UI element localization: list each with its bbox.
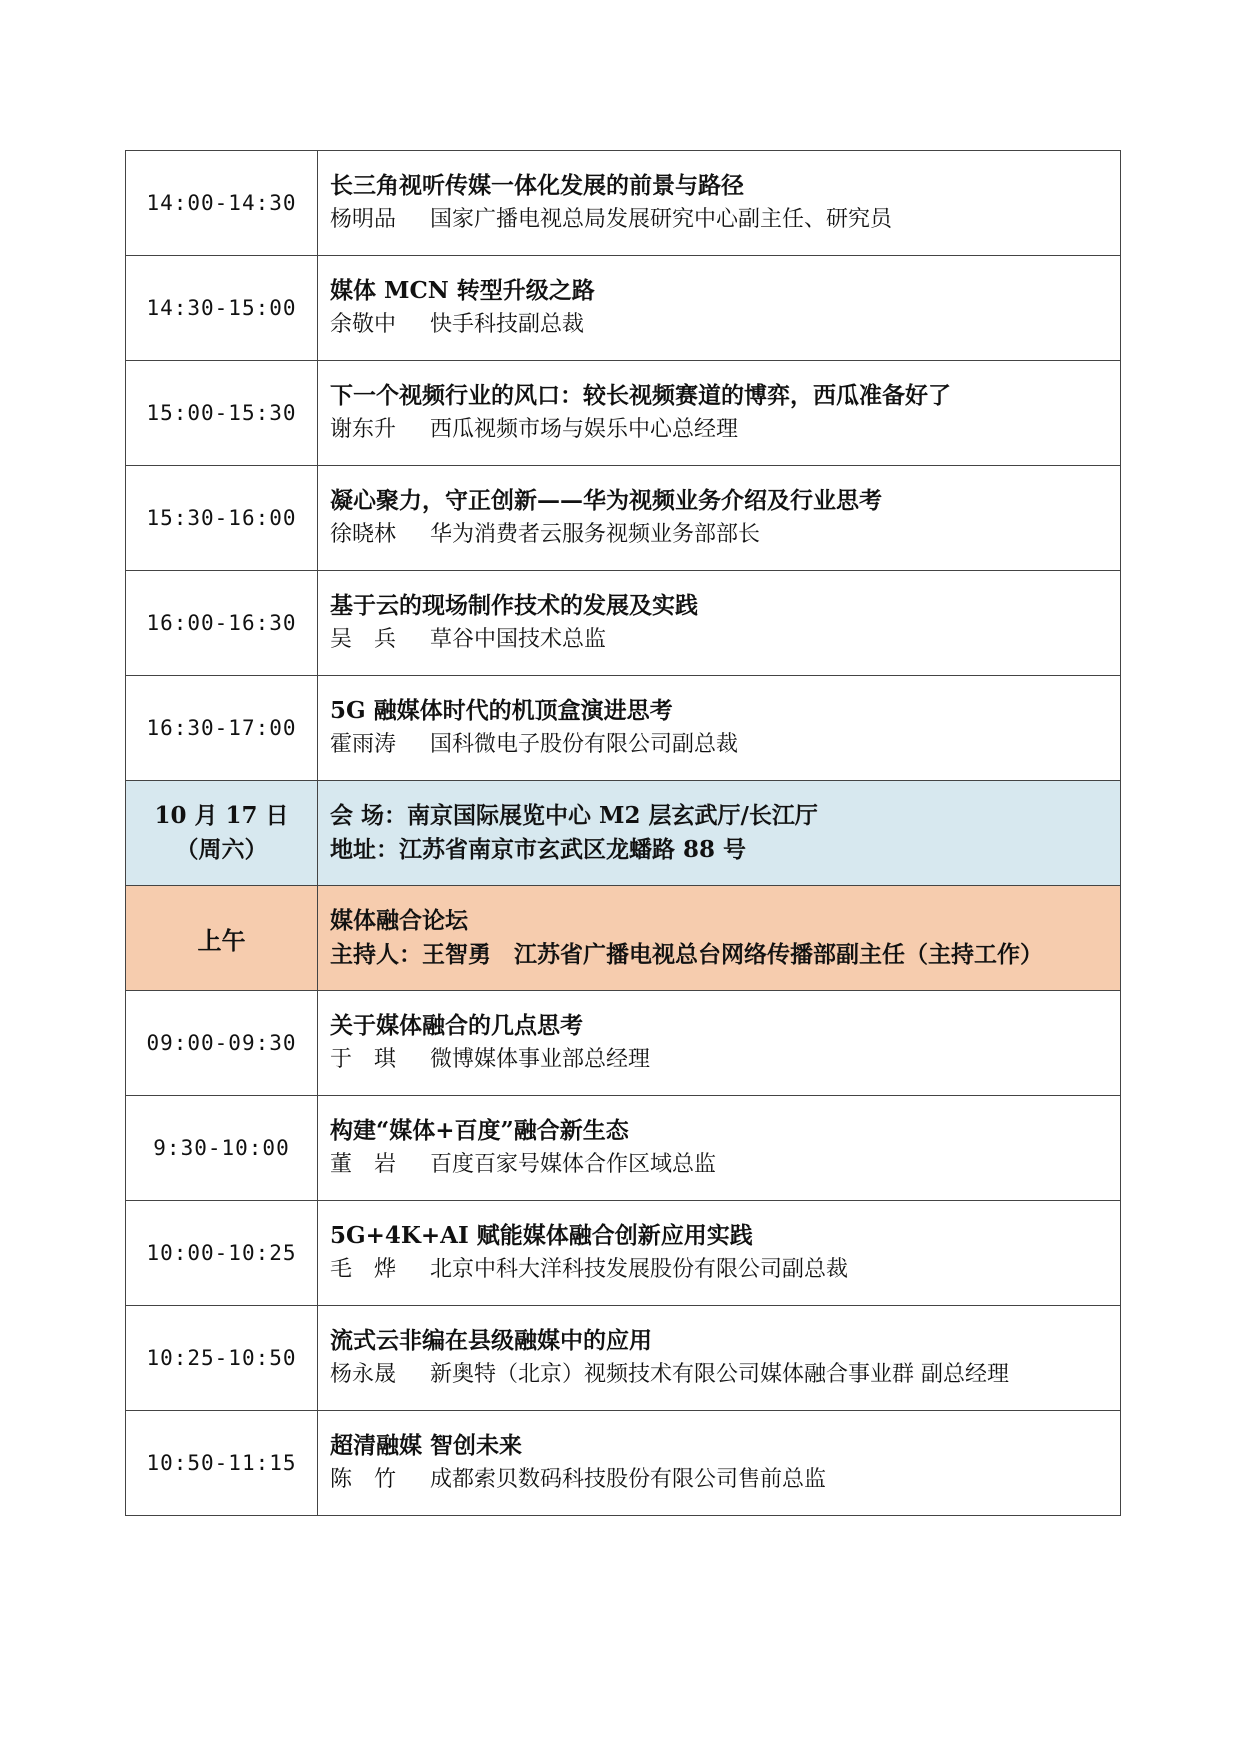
talk-cell [318, 1201, 1121, 1306]
talk-cell [318, 151, 1121, 256]
time-slot: 10:00-10:25 [126, 1201, 318, 1306]
venue-label: 会 场：南京国际展览中心 M2 层玄武厅/长江厅 [330, 802, 818, 829]
talk-title: 基于云的现场制作技术的发展及实践 [330, 592, 698, 619]
speaker-role: 国家广播电视总局发展研究中心副主任、研究员 [430, 207, 893, 232]
time-slot: 10:50-11:15 [126, 1411, 318, 1516]
agenda-table [125, 150, 1121, 1516]
speaker-name: 吴 兵 [330, 627, 397, 652]
agenda-row [126, 676, 1121, 781]
date-cell [126, 781, 318, 886]
speaker-line [330, 1253, 1120, 1287]
talk-title: 媒体 MCN 转型升级之路 [330, 277, 595, 304]
speaker-line [330, 1358, 1120, 1392]
speaker-role: 华为消费者云服务视频业务部部长 [430, 522, 761, 547]
time-slot: 09:00-09:30 [126, 991, 318, 1096]
venue-cell [318, 781, 1121, 886]
speaker-role: 国科微电子股份有限公司副总裁 [430, 732, 739, 757]
speaker-role: 西瓜视频市场与娱乐中心总经理 [430, 417, 739, 442]
talk-title: 5G+4K+AI 赋能媒体融合创新应用实践 [330, 1222, 753, 1249]
talk-title: 5G 融媒体时代的机顶盒演进思考 [330, 697, 673, 724]
speaker-line [330, 203, 1120, 237]
speaker-role: 北京中科大洋科技发展股份有限公司副总裁 [430, 1257, 849, 1282]
speaker-name: 毛 烨 [330, 1257, 397, 1282]
time-slot: 15:30-16:00 [126, 466, 318, 571]
talk-title: 流式云非编在县级融媒中的应用 [330, 1327, 652, 1354]
speaker-role: 微博媒体事业部总经理 [430, 1047, 651, 1072]
speaker-name: 于 琪 [330, 1047, 397, 1072]
talk-cell [318, 1096, 1121, 1201]
talk-cell [318, 256, 1121, 361]
date-label: 10 月 17 日 [154, 802, 289, 829]
speaker-line [330, 728, 1120, 762]
talk-cell [318, 361, 1121, 466]
speaker-line [330, 518, 1120, 552]
speaker-line [330, 1148, 1120, 1182]
time-slot: 10:25-10:50 [126, 1306, 318, 1411]
session-cell [318, 886, 1121, 991]
talk-cell [318, 1411, 1121, 1516]
speaker-role: 新奥特（北京）视频技术有限公司媒体融合事业群 副总经理 [430, 1362, 1009, 1387]
time-slot: 14:30-15:00 [126, 256, 318, 361]
speaker-name: 霍雨涛 [330, 732, 397, 757]
speaker-name: 余敬中 [330, 312, 397, 337]
speaker-line [330, 413, 1120, 447]
session-title: 媒体融合论坛 [330, 907, 468, 934]
time-slot: 15:00-15:30 [126, 361, 318, 466]
talk-title: 长三角视听传媒一体化发展的前景与路径 [330, 172, 744, 199]
day-header-row [126, 781, 1121, 886]
address-label: 地址：江苏省南京市玄武区龙蟠路 88 号 [330, 836, 747, 863]
time-slot: 14:00-14:30 [126, 151, 318, 256]
session-period: 上午 [126, 886, 318, 991]
speaker-line [330, 1463, 1120, 1497]
agenda-row [126, 466, 1121, 571]
agenda-row [126, 991, 1121, 1096]
agenda-row [126, 1201, 1121, 1306]
time-slot: 9:30-10:00 [126, 1096, 318, 1201]
talk-cell [318, 676, 1121, 781]
session-header-row [126, 886, 1121, 991]
talk-cell [318, 1306, 1121, 1411]
speaker-line [330, 623, 1120, 657]
speaker-name: 谢东升 [330, 417, 397, 442]
talk-title: 下一个视频行业的风口：较长视频赛道的博弈，西瓜准备好了 [330, 382, 951, 409]
talk-cell [318, 466, 1121, 571]
talk-title: 超清融媒 智创未来 [330, 1432, 523, 1459]
speaker-name: 徐晓林 [330, 522, 397, 547]
speaker-name: 杨永晟 [330, 1362, 397, 1387]
agenda-row [126, 1411, 1121, 1516]
speaker-role: 快手科技副总裁 [430, 312, 585, 337]
speaker-name: 董 岩 [330, 1152, 397, 1177]
agenda-row [126, 1096, 1121, 1201]
agenda-row [126, 151, 1121, 256]
agenda-row [126, 1306, 1121, 1411]
speaker-role: 草谷中国技术总监 [430, 627, 607, 652]
talk-title: 构建“媒体+百度”融合新生态 [330, 1117, 629, 1144]
talk-title: 关于媒体融合的几点思考 [330, 1012, 583, 1039]
speaker-role: 百度百家号媒体合作区域总监 [430, 1152, 717, 1177]
speaker-name: 杨明品 [330, 207, 397, 232]
speaker-line [330, 1043, 1120, 1077]
talk-title: 凝心聚力，守正创新——华为视频业务介绍及行业思考 [330, 487, 882, 514]
speaker-role: 成都索贝数码科技股份有限公司售前总监 [430, 1467, 827, 1492]
time-slot: 16:30-17:00 [126, 676, 318, 781]
talk-cell [318, 571, 1121, 676]
speaker-line [330, 308, 1120, 342]
session-host: 主持人：王智勇 江苏省广播电视总台网络传播部副主任（主持工作） [330, 941, 1043, 968]
talk-cell [318, 991, 1121, 1096]
time-slot: 16:00-16:30 [126, 571, 318, 676]
weekday-label: （周六） [175, 836, 268, 863]
speaker-name: 陈 竹 [330, 1467, 397, 1492]
agenda-row [126, 361, 1121, 466]
agenda-row [126, 571, 1121, 676]
agenda-row [126, 256, 1121, 361]
